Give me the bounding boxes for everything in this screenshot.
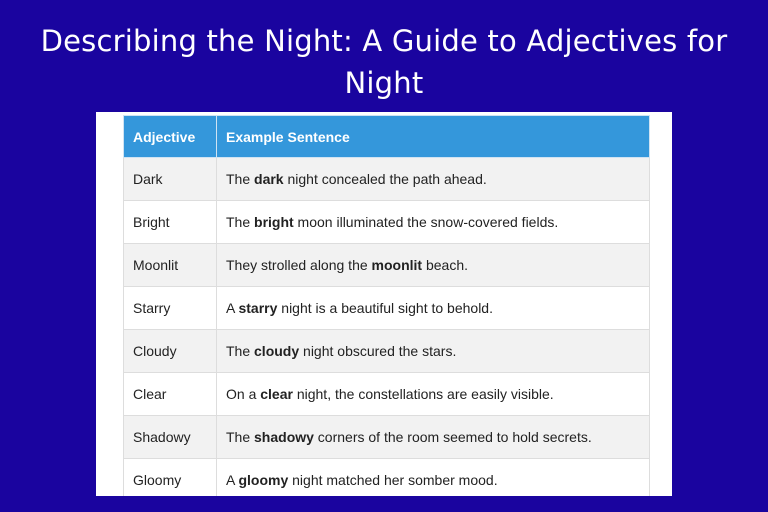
table-row — [124, 287, 650, 330]
sentence-text: night, the constellations are easily visible. — [292, 386, 554, 402]
table-card — [96, 112, 672, 496]
adjective-cell: Dark — [124, 158, 217, 201]
sentence-text: The — [226, 343, 255, 359]
sentence-text: On a — [226, 386, 261, 402]
table-row — [124, 158, 650, 201]
adjective-cell: Starry — [124, 287, 217, 330]
sentence-keyword: moonlit — [371, 257, 423, 273]
sentence-text: moon illuminated the snow-covered fields. — [293, 214, 559, 230]
sentence-text: The — [226, 429, 255, 445]
table-header-row — [124, 116, 650, 158]
adjective-cell: Clear — [124, 373, 217, 416]
sentence-text: night obscured the stars. — [299, 343, 457, 359]
example-sentence-cell — [217, 459, 650, 497]
page-title: Describing the Night: A Guide to Adjectives for Night — [40, 24, 728, 100]
sentence-text: The — [226, 214, 255, 230]
sentence-keyword: bright — [254, 214, 294, 230]
example-sentence-cell — [217, 244, 650, 287]
sentence-text: The — [226, 171, 255, 187]
sentence-keyword: clear — [260, 386, 293, 402]
sentence-keyword: gloomy — [238, 472, 289, 488]
example-sentence-cell — [217, 373, 650, 416]
sentence-text: A — [226, 300, 239, 316]
column-header-example-sentence: Example Sentence — [217, 116, 650, 158]
sentence-keyword: cloudy — [254, 343, 300, 359]
table-row — [124, 201, 650, 244]
sentence-text: A — [226, 472, 239, 488]
table-row — [124, 330, 650, 373]
sentence-text: corners of the room seemed to hold secrets. — [313, 429, 592, 445]
sentence-keyword: starry — [238, 300, 278, 316]
sentence-text: night is a beautiful sight to behold. — [277, 300, 493, 316]
sentence-text: night concealed the path ahead. — [283, 171, 487, 187]
adjective-cell: Moonlit — [124, 244, 217, 287]
example-sentence-cell — [217, 201, 650, 244]
example-sentence-cell — [217, 416, 650, 459]
adjective-cell: Shadowy — [124, 416, 217, 459]
sentence-text: They strolled along the — [226, 257, 372, 273]
example-sentence-cell — [217, 287, 650, 330]
column-header-adjective: Adjective — [124, 116, 217, 158]
sentence-keyword: shadowy — [254, 429, 314, 445]
example-sentence-cell — [217, 158, 650, 201]
table-row — [124, 459, 650, 497]
table-row — [124, 373, 650, 416]
table-row — [124, 244, 650, 287]
sentence-text: night matched her somber mood. — [288, 472, 498, 488]
sentence-text: beach. — [422, 257, 469, 273]
adjective-cell: Gloomy — [124, 459, 217, 497]
sentence-keyword: dark — [254, 171, 284, 187]
adjectives-table — [123, 115, 650, 496]
table-row — [124, 416, 650, 459]
example-sentence-cell — [217, 330, 650, 373]
adjective-cell: Cloudy — [124, 330, 217, 373]
adjective-cell: Bright — [124, 201, 217, 244]
